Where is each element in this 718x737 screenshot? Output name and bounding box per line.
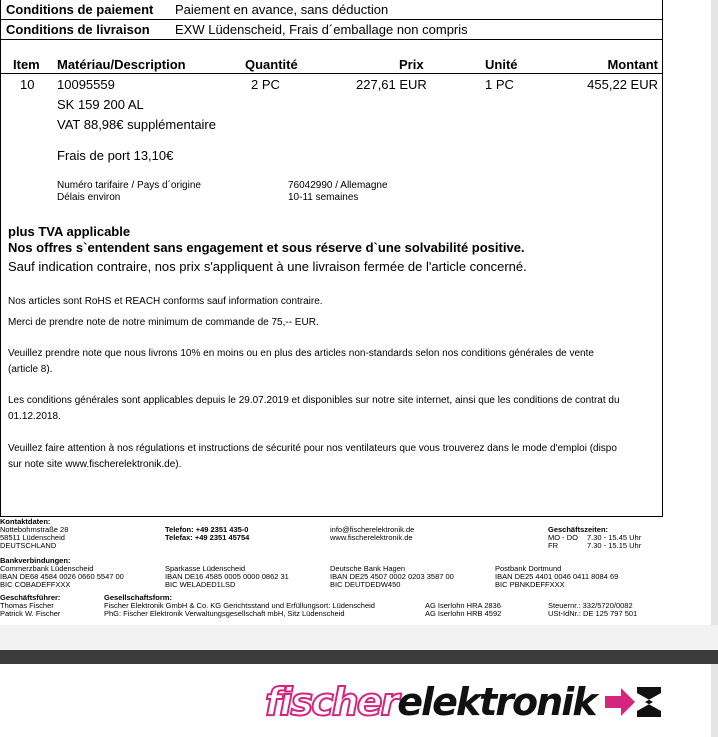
hours-1-days: MO - DO [548,533,578,542]
header-divider-2 [1,39,662,40]
bank-3-iban: IBAN DE25 4507 0002 0203 3587 00 [330,572,454,581]
register-hra: AG Iserlohn HRA 2836 [425,601,501,610]
hours-2-time: 7.30 - 15.15 Uhr [587,541,642,550]
company-1: Fischer Elektronik GmbH & Co. KG Gerichtsstand und Erfüllungsort: Lüdenscheid [104,601,375,610]
contact-tel: Telefon: +49 2351 435-0 [165,525,249,534]
delivery-terms-value: EXW Lüdenscheid, Frais d´emballage non compris [175,22,468,37]
mgmt-1: Thomas Fischer [0,601,54,610]
bank-2-iban: IBAN DE16 4585 0005 0000 0862 31 [165,572,289,581]
contact-web[interactable]: www.fischerelektronik.de [330,533,413,542]
note-minimum: Merci de prendre note de notre minimum de commande de 75,-- EUR. [8,317,319,328]
contact-country: DEUTSCHLAND [0,541,57,550]
note-conditions-1: Les conditions générales sont applicables depuis le 29.07.2019 et disponibles sur notre site internet, ainsi que les conditions de contrat du [8,395,620,406]
note-safety-2: sur note site www.fischerelektronik.de). [8,459,182,470]
contact-email[interactable]: info@fischerelektronik.de [330,525,415,534]
bank-1-iban: IBAN DE68 4584 0026 0660 5547 00 [0,572,124,581]
page-separator-shade [0,625,718,650]
bank-2-bic: BIC WELADED1LSD [165,580,236,589]
row-tariff-value: 76042990 / Allemagne [288,180,388,191]
row-unit: 1 PC [485,77,514,92]
row-desc-2: VAT 88,98€ supplémentaire [57,117,216,132]
bank-3-bic: BIC DEUTDEDW450 [330,580,401,589]
company-2: PhG: Fischer Elektronik Verwaltungsgesellschaft mbH, Sitz Lüdenscheid [104,609,345,618]
company-footer [0,517,661,627]
row-amount: 455,22 EUR [587,77,658,92]
bank-3-name: Deutsche Bank Hagen [330,564,406,573]
bank-1-name: Commerzbank Lüdenscheid [0,564,94,573]
register-hrb: AG Iserlohn HRB 4592 [425,609,502,618]
hours-1-time: 7.30 - 15.45 Uhr [587,533,642,542]
note-prices: Sauf indication contraire, nos prix s'appliquent à une livraison fermée de l'article concerné. [8,259,527,274]
tax-number: Steuernr.: 332/5720/0082 [548,601,633,610]
header-divider-1 [1,19,662,20]
bank-4-iban: IBAN DE25 4401 0046 0411 8084 69 [495,572,619,581]
col-description: Matériau/Description [57,57,186,72]
col-quantity: Quantité [245,57,298,72]
note-conditions-2: 01.12.2018. [8,411,61,422]
bank-4-bic: BIC PBNKDEFFXXX [495,580,565,589]
bank-4-name: Postbank Dortmund [495,564,562,573]
contact-street: Nottebohmstraße 28 [0,525,69,534]
logo-arrow-icon [603,683,663,721]
row-tariff-label: Numéro tarifaire / Pays d´origine [57,180,201,191]
contact-title: Kontaktdaten: [0,517,51,526]
row-delay-value: 10-11 semaines [288,192,359,203]
contact-fax: Telefax: +49 2351 45754 [165,533,250,542]
hours-title: Geschäftszeiten: [548,525,609,534]
company-title: Gesellschaftsform: [104,593,172,602]
row-quantity: 2 PC [251,77,280,92]
row-price: 227,61 EUR [356,77,427,92]
bank-2-name: Sparkasse Lüdenscheid [165,564,246,573]
col-unit: Unité [485,57,518,72]
table-header-divider [1,73,662,74]
hours-2-days: FR [548,541,558,550]
col-item: Item [13,57,40,72]
page-separator-bar [0,650,718,664]
logo-fischer-text: fischer [265,680,398,724]
fischer-elektronik-logo [265,680,663,724]
mgmt-title: Geschäftsführer: [0,593,61,602]
col-price: Prix [399,57,424,72]
row-material: 10095559 [57,77,115,92]
mgmt-2: Patrick W. Fischer [0,609,61,618]
row-shipping: Frais de port 13,10€ [57,148,174,163]
row-delay-label: Délais environ [57,192,121,203]
row-desc-1: SK 159 200 AL [57,97,144,112]
note-offers: Nos offres s`entendent sans engagement et sous réserve d`une solvabilité positive. [8,240,525,255]
logo-elektronik-text: elektronik [397,680,596,724]
payment-terms-label: Conditions de paiement [6,2,154,17]
vat-id: USt-IdNr.: DE 125 797 501 [548,609,638,618]
delivery-terms-label: Conditions de livraison [6,22,150,37]
note-delivery-2: (article 8). [8,364,53,375]
payment-terms-value: Paiement en avance, sans déduction [175,2,389,17]
note-safety-1: Veuillez faire attention à nos régulations et instructions de sécurité pour nos ventilateurs que vous trouverez dans le mode d'emploi (dispo [8,443,617,454]
bank-title: Bankverbindungen: [0,556,71,565]
note-rohs: Nos articles sont RoHS et REACH conforms sauf information contraire. [8,296,323,307]
contact-city: 58511 Lüdenscheid [0,533,65,542]
bank-1-bic: BIC COBADEFFXXX [0,580,71,589]
row-item: 10 [20,77,35,92]
note-tva: plus TVA applicable [8,224,131,239]
col-amount: Montant [607,57,658,72]
note-delivery-1: Veuillez prendre note que nous livrons 10% en moins ou en plus des articles non-standards selon nos conditions générales de vente [8,348,594,359]
